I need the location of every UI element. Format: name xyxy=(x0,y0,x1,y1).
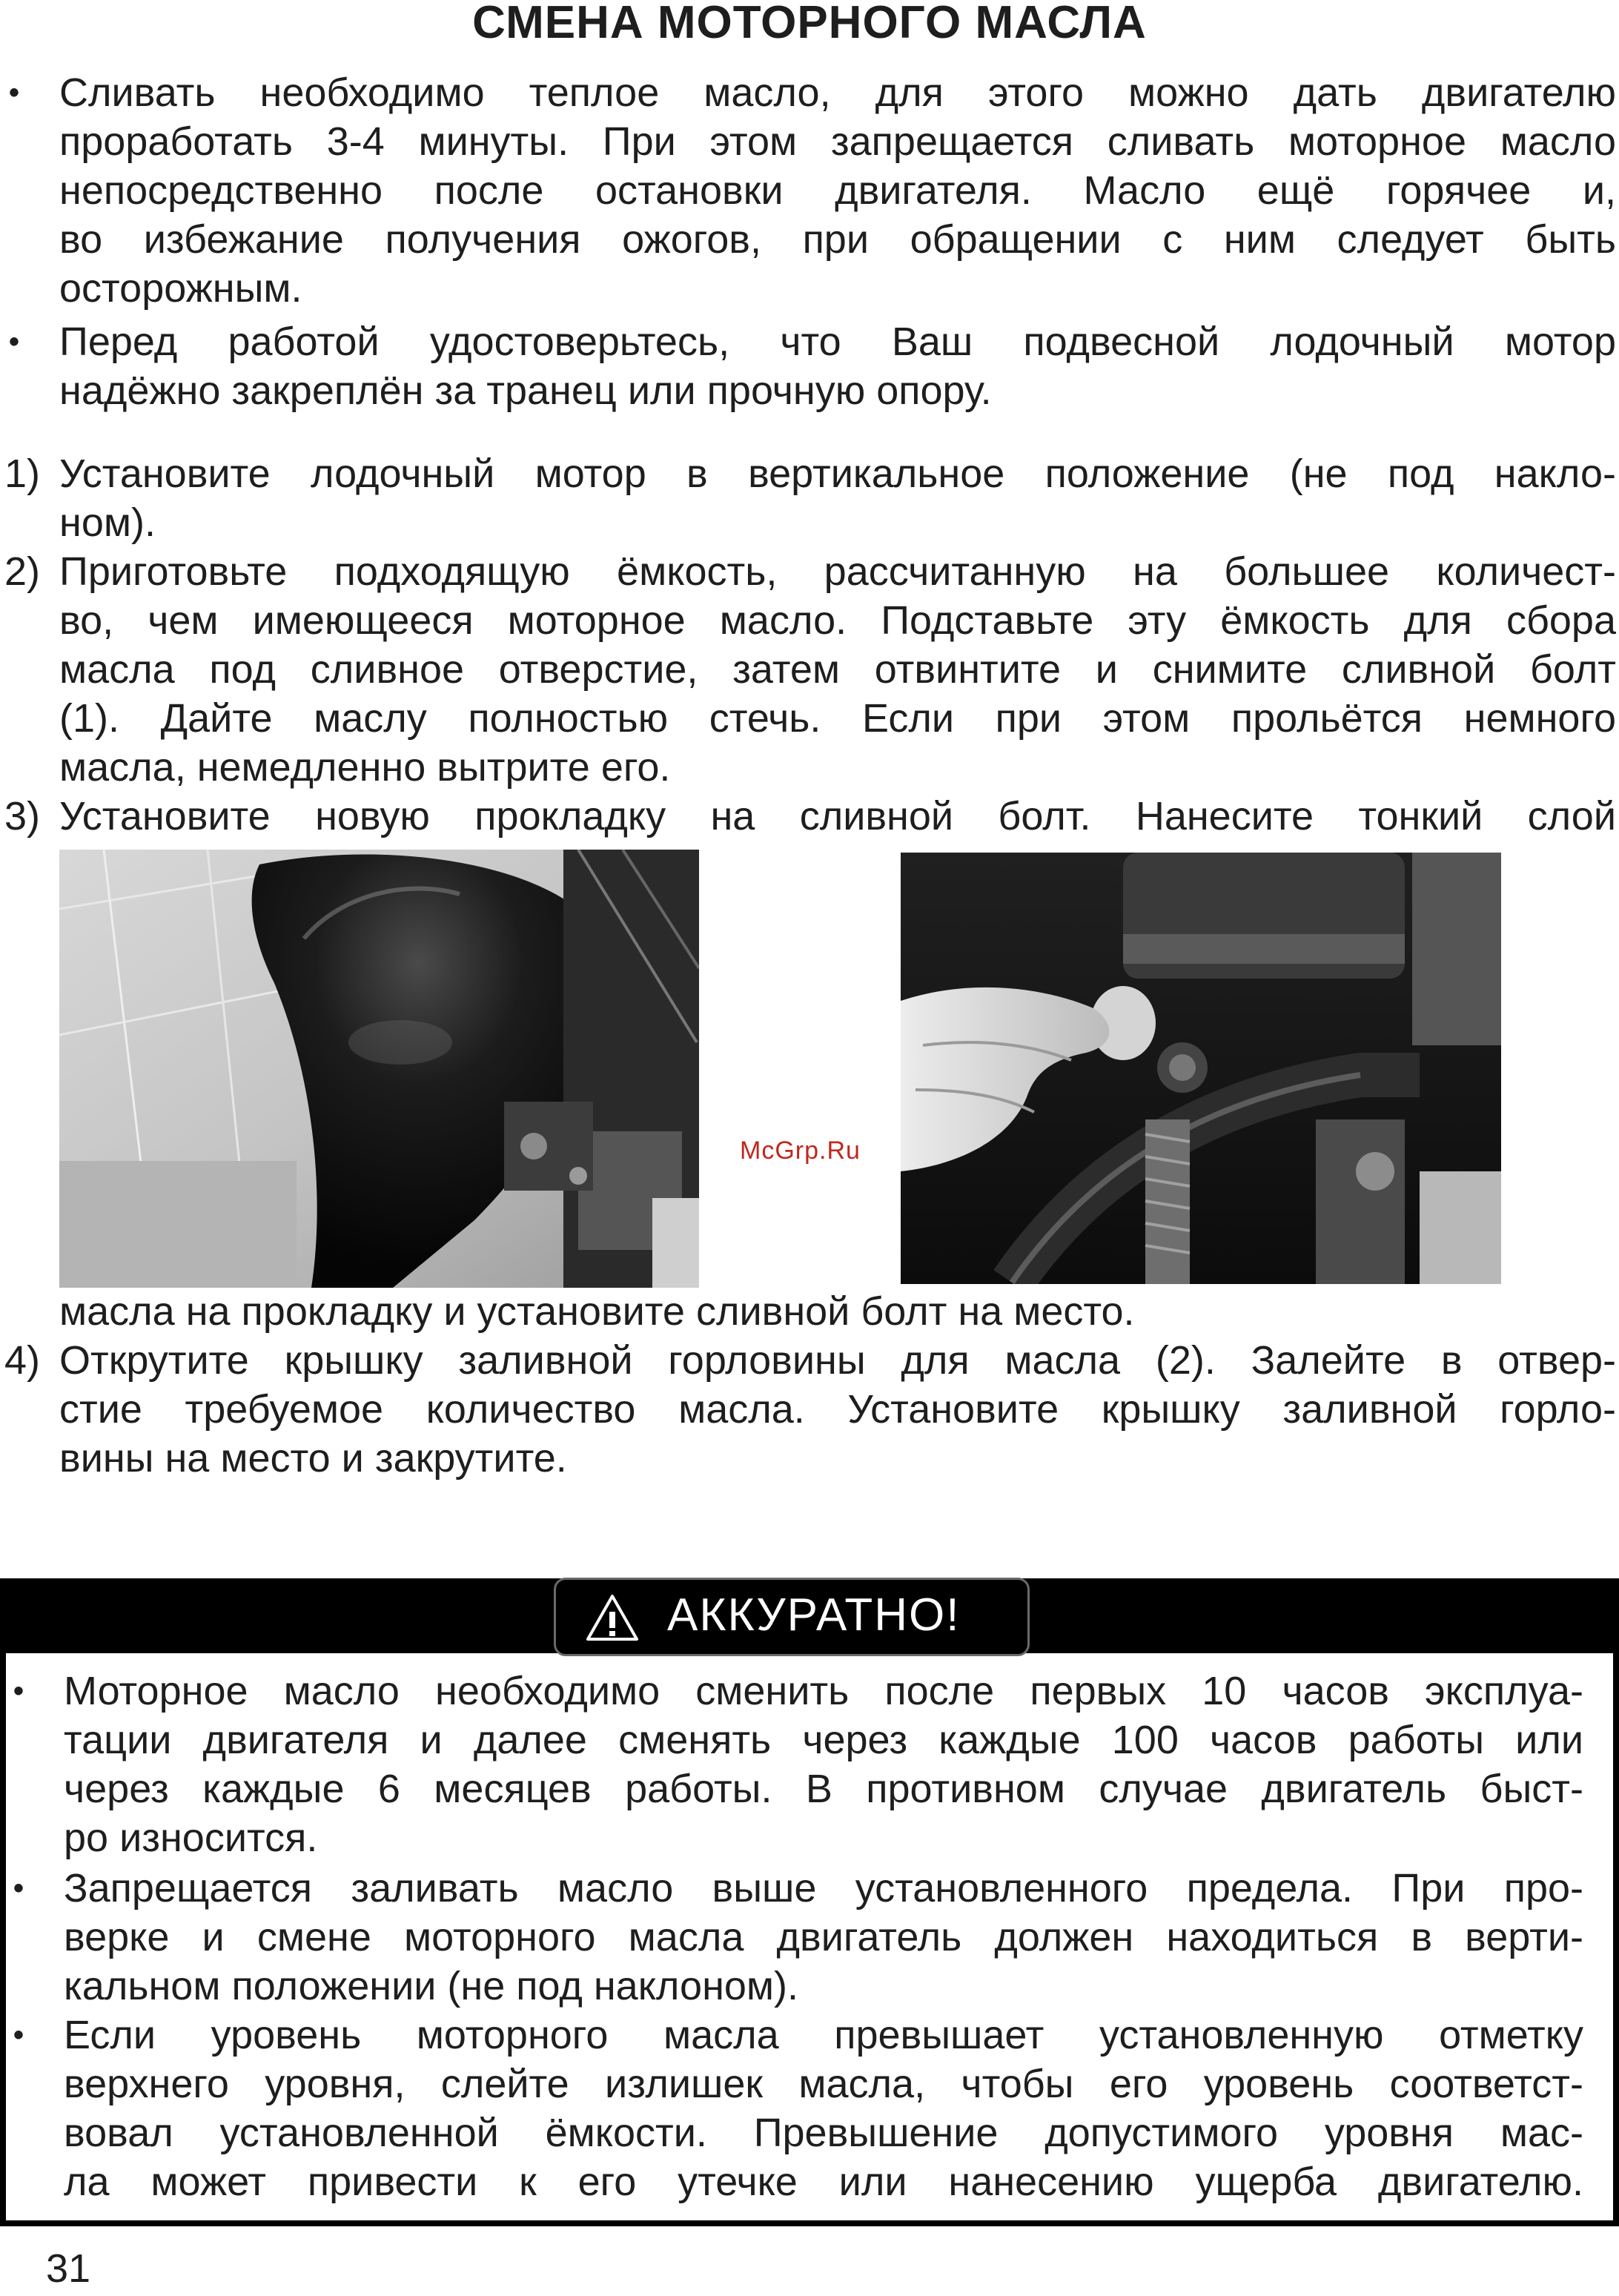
text-line: (1). Дайте маслу полностью стечь. Если при этом прольётся немного xyxy=(59,696,1616,741)
bullet-marker: • xyxy=(13,2019,24,2051)
text-line: кальном положении (не под наклоном). xyxy=(64,1964,799,2008)
step-number: 4) xyxy=(4,1338,41,1383)
text-line: непосредственно после остановки двигателя. Масло ещё горячее и, xyxy=(59,168,1616,213)
text-line: проработать 3-4 минуты. При этом запрещается сливать моторное масло xyxy=(59,119,1616,164)
motor-lower-unit-photo xyxy=(59,850,699,1288)
text-line: Моторное масло необходимо сменить после первых 10 часов эксплуа- xyxy=(64,1669,1583,1713)
text-line: ла может привести к его утечке или нанесению ущерба двигателю. xyxy=(64,2160,1583,2204)
page-number: 31 xyxy=(46,2246,91,2291)
text-line: Открутите крышку заливной горловины для масла (2). Залейте в отвер- xyxy=(59,1338,1616,1383)
text-line: верхнего уровня, слейте излишек масла, чтобы его уровень соответст- xyxy=(64,2062,1583,2106)
text-line: тации двигателя и далее сменять через каждые 100 часов работы или xyxy=(64,1718,1583,1762)
step-number: 3) xyxy=(4,794,41,838)
text-line: во избежание получения ожогов, при обращении с ним следует быть xyxy=(59,217,1616,262)
text-line: Запрещается заливать масло выше установленного предела. При про- xyxy=(64,1866,1583,1910)
text-line: Установите лодочный мотор в вертикальное положение (не под накло- xyxy=(59,451,1616,496)
text-line: Если уровень моторного масла превышает установленную отметку xyxy=(64,2013,1583,2057)
warning-heading: АККУРАТНО! xyxy=(667,1589,961,1641)
oil-filler-photo xyxy=(901,853,1501,1284)
step-number: 1) xyxy=(4,451,41,496)
text-line: Установите новую прокладку на сливной болт. Нанесите тонкий слой xyxy=(59,794,1616,838)
text-line: осторожным. xyxy=(59,266,302,311)
text-line: верке и смене моторного масла двигатель должен находиться в верти- xyxy=(64,1915,1583,1959)
bullet-marker: • xyxy=(13,1872,24,1905)
page-title: СМЕНА МОТОРНОГО МАСЛА xyxy=(472,0,1147,48)
text-line: ном). xyxy=(59,500,156,545)
text-line: Приготовьте подходящую ёмкость, рассчитанную на большее количест- xyxy=(59,549,1616,594)
watermark: McGrp.Ru xyxy=(740,1137,861,1165)
text-line: во, чем имеющееся моторное масло. Подставьте эту ёмкость для сбора xyxy=(59,598,1616,643)
text-line: масла, немедленно вытрите его. xyxy=(59,745,671,790)
text-line: через каждые 6 месяцев работы. В противном случае двигатель быст- xyxy=(64,1767,1583,1811)
warning-triangle-icon xyxy=(586,1594,639,1641)
text-line: Сливать необходимо теплое масло, для этого можно дать двигателю xyxy=(59,70,1616,115)
bullet-marker: • xyxy=(13,1675,24,1707)
text-line: масла под сливное отверстие, затем отвинтите и снимите сливной болт xyxy=(59,647,1616,692)
text-line: ро износится. xyxy=(64,1816,318,1860)
text-line: надёжно закреплён за транец или прочную опору. xyxy=(59,368,992,413)
bullet-marker: • xyxy=(9,76,20,109)
text-line: масла на прокладку и установите сливной болт на место. xyxy=(59,1289,1135,1334)
bullet-marker: • xyxy=(9,325,20,358)
text-line: вовал установленной ёмкости. Превышение допустимого уровня мас- xyxy=(64,2111,1583,2155)
text-line: Перед работой удостоверьтесь, что Ваш подвесной лодочный мотор xyxy=(59,320,1616,364)
text-line: вины на место и закрутите. xyxy=(59,1436,567,1481)
step-number: 2) xyxy=(4,549,41,594)
text-line: стие требуемое количество масла. Установите крышку заливной горло- xyxy=(59,1387,1616,1432)
